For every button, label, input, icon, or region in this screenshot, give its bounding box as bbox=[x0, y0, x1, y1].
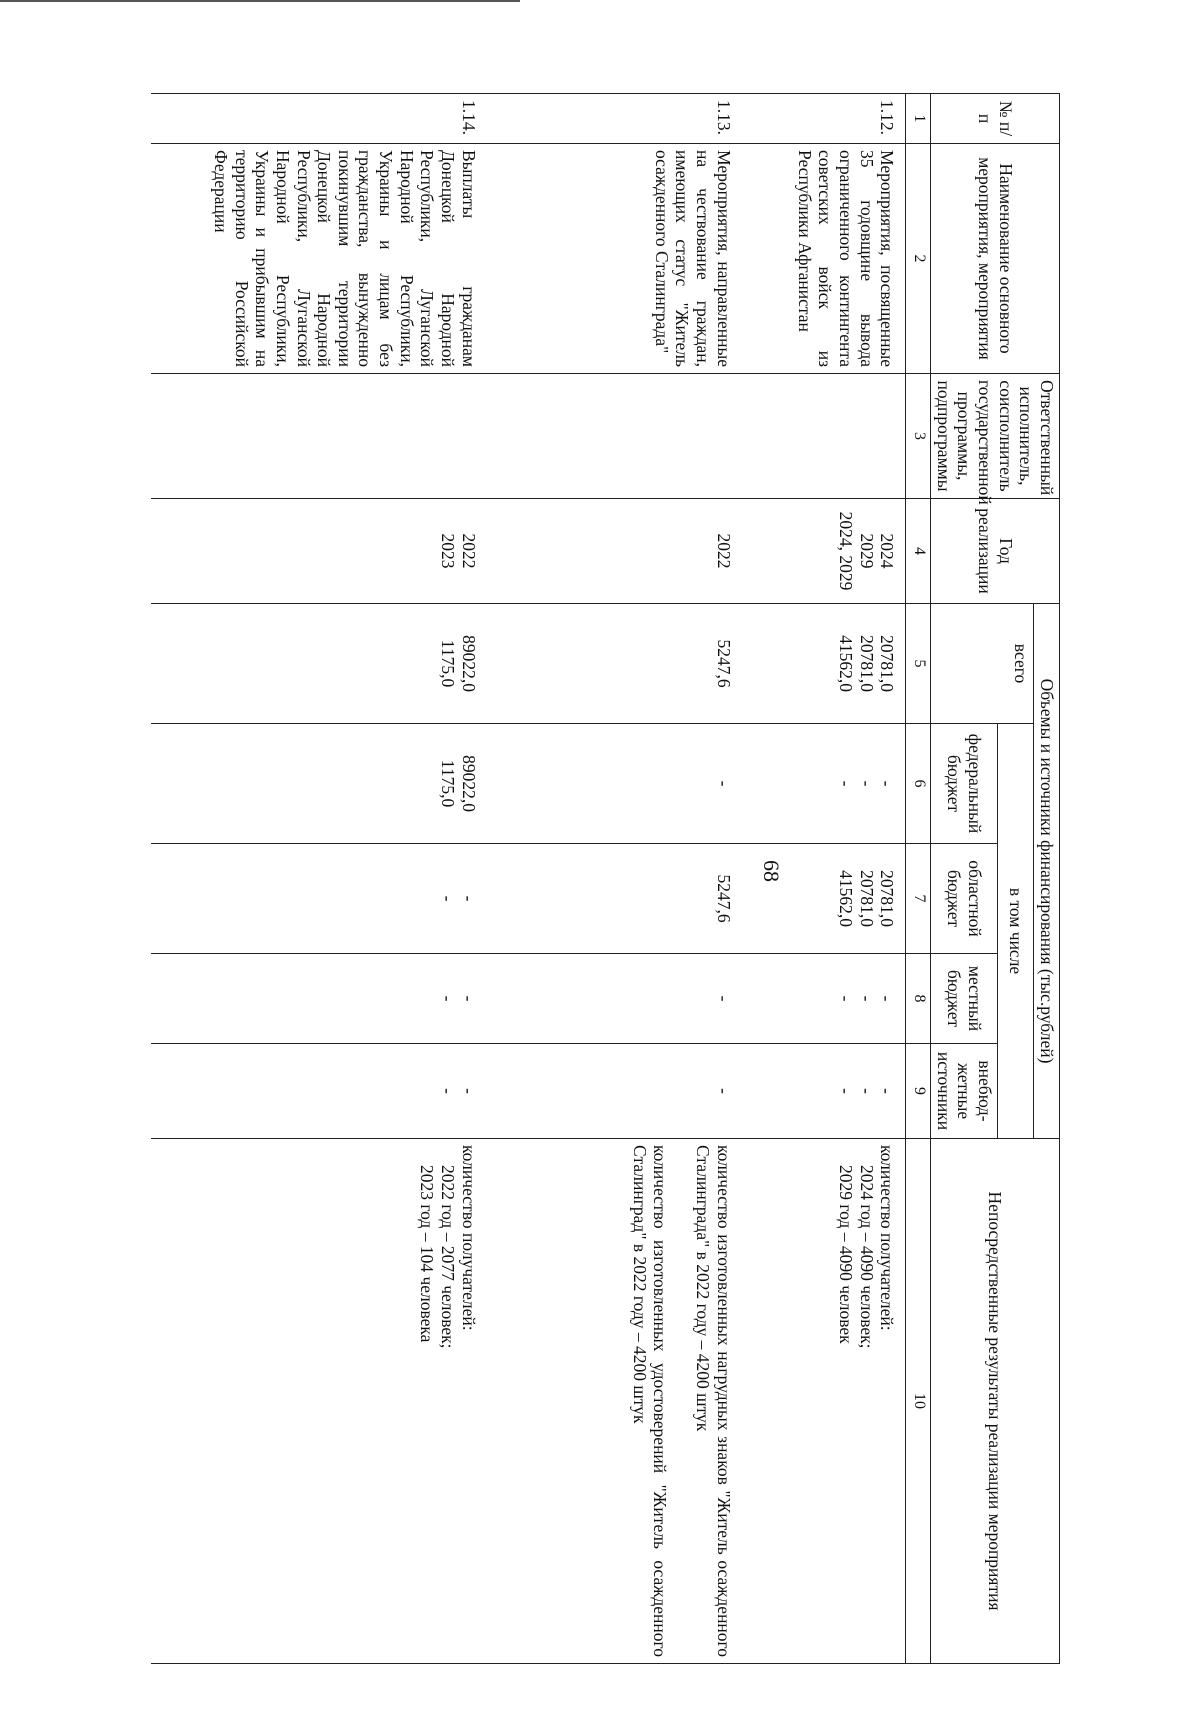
program-measures-table bbox=[151, 93, 1060, 1664]
row-federal: 89022,0 1175,0 bbox=[151, 724, 481, 844]
header-row-1 bbox=[1034, 94, 1060, 1664]
col-num: 3 bbox=[906, 374, 931, 499]
row-local: - bbox=[481, 954, 736, 1044]
row-executor bbox=[481, 374, 736, 499]
col-num: 5 bbox=[906, 604, 931, 724]
col-num: 4 bbox=[906, 499, 931, 604]
row-federal: - bbox=[481, 724, 736, 844]
row-years: 2024 2029 2024, 2029 bbox=[736, 499, 906, 604]
row-id: 1.12. bbox=[736, 94, 906, 144]
col-num: 2 bbox=[906, 144, 931, 374]
row-executor bbox=[736, 374, 906, 499]
header-name: Наименование основного мероприятия, мероприятия bbox=[931, 144, 1060, 374]
header-year: Год реализации bbox=[931, 499, 1060, 604]
row-results: количество получателей: 2024 год – 4090 человек; 2029 год – 4090 человек bbox=[736, 1139, 906, 1664]
row-executor bbox=[151, 374, 481, 499]
row-name: Мероприятия, направленные на чествование граждан, имеющих статус "Житель осажденного Сталинграда" bbox=[481, 144, 736, 374]
row-regional: - - bbox=[151, 844, 481, 954]
rotated-table-wrapper bbox=[160, 93, 1060, 1663]
row-years: 2022 bbox=[481, 499, 736, 604]
header-extra: внебюд-жетные источники bbox=[931, 1044, 998, 1139]
row-years: 2022 2023 bbox=[151, 499, 481, 604]
row-total: 89022,0 1175,0 bbox=[151, 604, 481, 724]
column-number-row bbox=[906, 94, 931, 1664]
table-row bbox=[736, 94, 906, 1664]
header-executor: Ответственный исполнитель, соисполнитель государственной программы, подпрограммы bbox=[931, 374, 1060, 499]
row-federal: - - - bbox=[736, 724, 906, 844]
row-name: Выплаты гражданам Донецкой Народной Республики, Луганской Народной Республики, Украины и лицам без гражданства, вынужденно покинувшим территории Донецкой Народной Республики, Луганской Народной Республики, Украины и прибывшим на территорию Российской Федерации bbox=[151, 144, 481, 374]
header-federal: федеральный бюджет bbox=[931, 724, 998, 844]
header-regional: областной бюджет bbox=[931, 844, 998, 954]
top-rule bbox=[0, 0, 520, 2]
row-extra: - - - bbox=[736, 1044, 906, 1139]
row-extra: - bbox=[481, 1044, 736, 1139]
results-certificates: количество изготовленных удостоверений "Житель осажденного Сталинград" в 2022 году – 4200 штук bbox=[629, 1145, 671, 1658]
header-number: № п/п bbox=[931, 94, 1060, 144]
results-badges: количество изготовленных нагрудных знаков "Житель осажденного Сталинграда" в 2022 году – 4200 штук bbox=[693, 1145, 734, 1658]
row-extra: - - bbox=[151, 1044, 481, 1139]
row-id: 1.14. bbox=[151, 94, 481, 144]
row-total: 20781,0 20781,0 41562,0 bbox=[736, 604, 906, 724]
table-row bbox=[481, 94, 736, 1664]
header-results: Непосредственные результаты реализации мероприятия bbox=[931, 1139, 1060, 1664]
row-id: 1.13. bbox=[481, 94, 736, 144]
col-num: 8 bbox=[906, 954, 931, 1044]
col-num: 7 bbox=[906, 844, 931, 954]
row-total: 5247,6 bbox=[481, 604, 736, 724]
row-results: количество получателей: 2022 год – 2077 человек; 2023 год – 104 человека bbox=[151, 1139, 481, 1664]
row-local: - - - bbox=[736, 954, 906, 1044]
col-num: 9 bbox=[906, 1044, 931, 1139]
row-regional: 20781,0 20781,0 41562,0 bbox=[736, 844, 906, 954]
col-num: 1 bbox=[906, 94, 931, 144]
header-total: всего bbox=[931, 604, 1034, 724]
row-local: - - bbox=[151, 954, 481, 1044]
row-regional: 5247,6 bbox=[481, 844, 736, 954]
row-name: Мероприятия, посвященные 35 годовщине вывода ограниченного контингента советских войск из Республики Афганистан bbox=[736, 144, 906, 374]
header-local: местный бюджет bbox=[931, 954, 998, 1044]
page-number: 68 bbox=[759, 860, 784, 882]
col-num: 6 bbox=[906, 724, 931, 844]
table-row bbox=[151, 94, 481, 1664]
header-including: в том числе bbox=[998, 724, 1034, 1139]
col-num: 10 bbox=[906, 1139, 931, 1664]
header-funding: Объемы и источники финансирования (тыс.рублей) bbox=[1034, 604, 1060, 1139]
row-results bbox=[481, 1139, 736, 1664]
